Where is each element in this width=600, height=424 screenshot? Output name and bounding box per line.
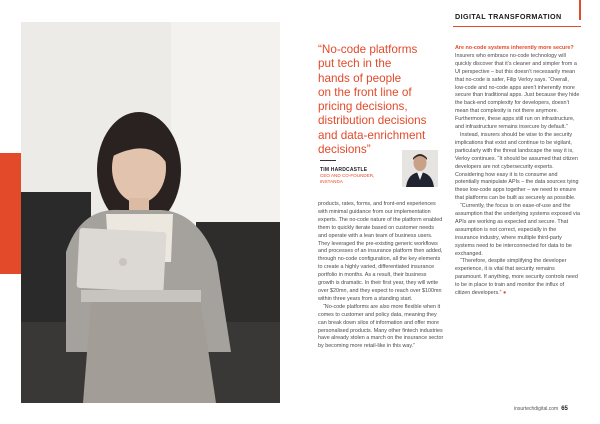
- body-paragraph: [455, 258, 580, 298]
- pull-quote-line: distribution decisions: [318, 114, 427, 128]
- pull-quote: [318, 43, 446, 157]
- quote-author-name: TIM HARDCASTLE: [320, 167, 368, 173]
- pull-quote-line: “No-code platforms: [318, 43, 418, 56]
- author-headshot: [402, 150, 438, 187]
- page-number: 65: [561, 406, 568, 412]
- header-rule: [453, 26, 581, 27]
- pull-quote-line: pricing decisions,: [318, 100, 408, 114]
- body-paragraph: “No-code platforms are also more flexible when it comes to customer and policy data, meaning they can break down silos of information and offer more personalised products. Many other fintech industries have already stolen a march on the insurance sector by becoming more retail-like in this way.”: [318, 303, 444, 350]
- end-mark-icon: ●: [502, 290, 507, 297]
- feature-photo: [21, 22, 280, 403]
- body-column-left: [318, 201, 444, 351]
- header-accent-bar: [579, 0, 581, 20]
- body-paragraph: products, rates, forms, and front-end experiences with minimal guidance from our implementation experts. The no-code nature of the platform enabled them to quickly iterate based on customer needs and operate with a lean team of business users. They leveraged the pre-existing generic workflows and processes of an insurance platform then added, through no-code configuration, all the key elements to create a highly varied, differentiated insurance portfolio in months. As a result, their business growth is dramatic. In their first year, they will write over $20mn, and they expect to reach over $100mn within three years from a standing start.: [318, 201, 443, 302]
- section-header: [455, 12, 576, 21]
- footer-site[interactable]: insurtechdigital.com: [514, 406, 559, 412]
- page-footer: [514, 406, 568, 412]
- pull-quote-line: put tech in the: [318, 57, 392, 71]
- pull-quote-line: decisions”: [318, 143, 371, 157]
- column-subhead: Are no-code systems inherently more secure?: [455, 45, 574, 51]
- section-title: DIGITAL TRANSFORMATION: [455, 12, 562, 21]
- quote-divider: [320, 160, 336, 161]
- headshot-illustration: [402, 150, 438, 187]
- photo-illustration: [21, 22, 280, 403]
- pull-quote-line: on the front line of: [318, 85, 412, 99]
- accent-block: [0, 153, 21, 274]
- pull-quote-line: hands of people: [318, 71, 402, 85]
- pull-quote-line: and data-enrichment: [318, 128, 426, 142]
- body-paragraph: “Currently, the focus is on ease-of-use and the assumption that the underlying systems exposed via APIs are working as expected and secure. That assumption is not correct, especially in the insurance industry, where multiple third-party systems need to be interconnected for data to be exchanged.: [455, 203, 580, 257]
- body-column-right: [455, 45, 580, 298]
- body-paragraph: Insurers who embrace no-code technology will quickly discover that it’s cleaner and simpler from a UI perspective – but this doesn’t necessarily mean that no-code is safer, Filip Verloy says. “Overall, low-code and no-code apps aren’t inherently more secure than traditional apps. Just because they hide the back-end complexity for developers, doesn’t mean that complexity is not there anymore. Furthermore, these apps still run on infrastructure, and infrastructure remains insecure by default.”: [455, 52, 580, 131]
- body-paragraph: Instead, insurers should be wise to the security implications that exist and continue to be vigilant, particularly with the threat landscape the way it is, Verloy continues. “It should be assumed that citizen developers are not cybersecurity experts. Considering how easy it is to consume and potentially manipulate APIs – the data sources tying these low-code apps together – we need to ensure that platforms can be built as securely as possible.: [455, 131, 579, 202]
- quote-author-role: CEO AND CO-FOUNDER, INSTANDA: [320, 173, 375, 184]
- final-paragraph-text: “Therefore, despite simplifying the developer experience, it is vital that security remains paramount. If anything, more security controls need to be in place to train and monitor the influx of citizen developers.”: [455, 258, 578, 297]
